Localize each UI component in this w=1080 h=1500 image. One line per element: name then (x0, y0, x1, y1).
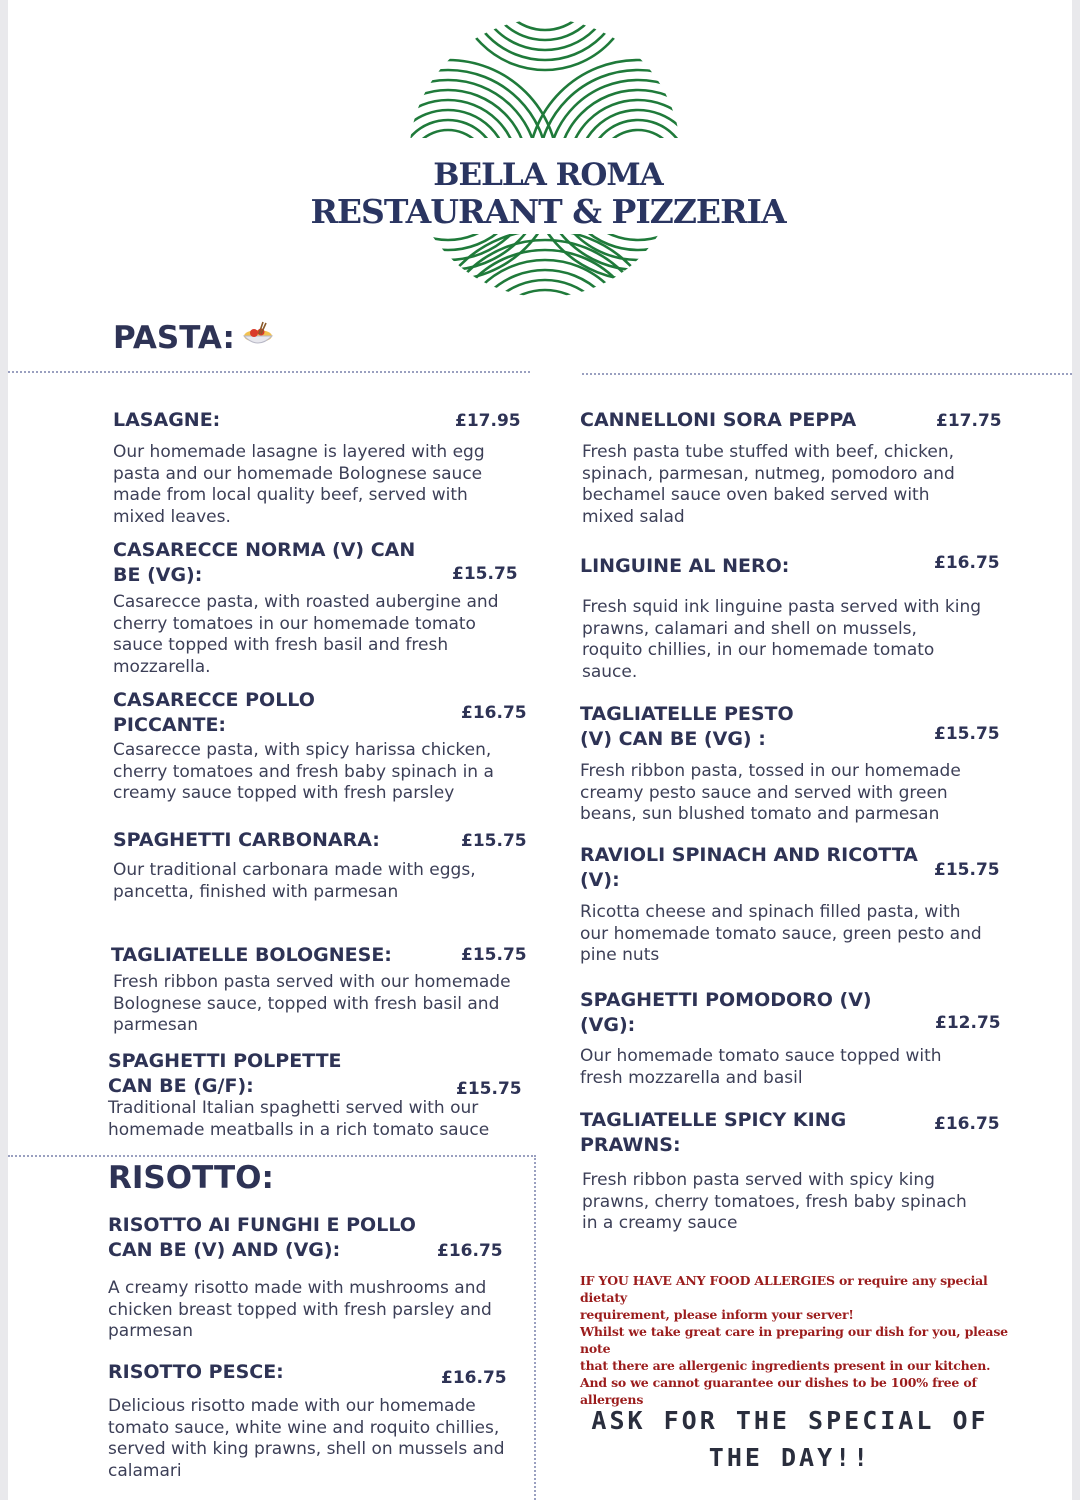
item-price: £15.75 (456, 1079, 522, 1099)
special-of-the-day (580, 1402, 1000, 1476)
item-name: LINGUINE AL NERO: (580, 555, 790, 577)
menu-item (111, 943, 451, 968)
item-description: Fresh ribbon pasta, tossed in our homemade creamy pesto sauce and served with green beans, sun blushed tomato and parmesan (580, 761, 961, 824)
section-title-risotto: RISOTTO: (108, 1160, 274, 1196)
allergy-line: IF YOU HAVE ANY FOOD ALLERGIES or require any special dietaty (580, 1273, 988, 1305)
item-price: £17.95 (455, 411, 521, 431)
item-name: SPAGHETTI CARBONARA: (113, 829, 380, 851)
special-line-2: THE DAY!! (708, 1443, 872, 1472)
item-name: TAGLIATELLE PESTO (V) CAN BE (VG) : (580, 703, 794, 750)
menu-item (108, 1360, 428, 1385)
pasta-heading (113, 320, 275, 356)
menu-page (8, 0, 1072, 1500)
restaurant-name: BELLA ROMA (433, 157, 663, 193)
item-name: CANNELLONI SORA PEPPA (580, 409, 857, 431)
menu-item (113, 688, 343, 738)
item-name: CASARECCE NORMA (V) CAN BE (VG): (113, 539, 416, 586)
special-line-1: ASK FOR THE SPECIAL OF (591, 1406, 989, 1435)
item-description: Ricotta cheese and spinach filled pasta, with our homemade tomato sauce, green pesto and pine nuts (580, 902, 982, 965)
item-name: SPAGHETTI POLPETTE CAN BE (G/F): (108, 1050, 342, 1097)
item-description: A creamy risotto made with mushrooms and chicken breast topped with fresh parsley and parmesan (108, 1278, 492, 1341)
item-description: Our homemade lasagne is layered with egg pasta and our homemade Bolognese sauce made from local quality beef, served with mixed leaves. (113, 442, 485, 527)
item-name: CASARECCE POLLO PICCANTE: (113, 689, 315, 736)
section-title-pasta: PASTA: (113, 320, 235, 356)
item-price: £15.75 (934, 724, 1000, 744)
menu-item (113, 828, 453, 853)
item-description: Fresh ribbon pasta served with spicy king prawns, cherry tomatoes, fresh baby spinach in a creamy sauce (582, 1170, 967, 1233)
item-description: Fresh pasta tube stuffed with beef, chicken, spinach, parmesan, nutmeg, pomodoro and bechamel sauce oven baked served with mixed salad (582, 442, 955, 527)
item-price: £17.75 (936, 411, 1002, 431)
item-name: RISOTTO AI FUNGHI E POLLO CAN BE (V) AND (VG): (108, 1214, 416, 1261)
item-price: £16.75 (441, 1368, 507, 1388)
menu-item (580, 988, 880, 1038)
pasta-bowl-icon (241, 320, 275, 350)
item-price: £15.75 (461, 831, 527, 851)
menu-item (580, 554, 920, 579)
divider-risotto (8, 1155, 536, 1157)
menu-item (108, 1049, 368, 1099)
menu-item (580, 408, 920, 433)
menu-item (580, 702, 810, 752)
item-description: Casarecce pasta, with roasted aubergine and cherry tomatoes in our homemade tomato sauce topped with fresh basil and fresh mozzarella. (113, 592, 499, 677)
item-price: £12.75 (935, 1013, 1001, 1033)
item-name: RAVIOLI SPINACH AND RICOTTA (V): (580, 844, 918, 891)
item-description: Casarecce pasta, with spicy harissa chicken, cherry tomatoes and fresh baby spinach in a creamy sauce topped with fresh parsley (113, 740, 494, 803)
item-name: TAGLIATELLE SPICY KING PRAWNS: (580, 1109, 847, 1156)
item-price: £16.75 (934, 1114, 1000, 1134)
item-price: £15.75 (934, 860, 1000, 880)
item-description: Traditional Italian spaghetti served with our homemade meatballs in a rich tomato sauce (108, 1098, 490, 1140)
item-price: £16.75 (934, 553, 1000, 573)
allergy-line: And so we cannot guarantee our dishes to be 100% free of allergens (580, 1375, 977, 1407)
menu-item (580, 843, 925, 893)
item-description: Our traditional carbonara made with eggs, pancetta, finished with parmesan (113, 860, 476, 902)
item-price: £16.75 (437, 1241, 503, 1261)
allergy-notice (580, 1272, 1020, 1408)
menu-item (108, 1213, 418, 1263)
menu-item (113, 408, 513, 433)
item-description: Fresh squid ink linguine pasta served with king prawns, calamari and shell on mussels, roquito chillies, in our homemade tomato sauce. (582, 597, 982, 682)
item-price: £15.75 (452, 564, 518, 584)
item-name: SPAGHETTI POMODORO (V) (VG): (580, 989, 872, 1036)
allergy-line: that there are allergenic ingredients present in our kitchen. (580, 1358, 991, 1373)
item-description: Our homemade tomato sauce topped with fresh mozzarella and basil (580, 1046, 942, 1088)
allergy-line: requirement, please inform your server! (580, 1307, 854, 1322)
item-name: LASAGNE: (113, 409, 221, 431)
item-price: £16.75 (461, 703, 527, 723)
divider-left (8, 371, 530, 373)
item-name: RISOTTO PESCE: (108, 1361, 284, 1383)
menu-item (113, 538, 448, 588)
restaurant-subtitle: RESTAURANT & PIZZERIA (310, 192, 786, 231)
item-description: Delicious risotto made with our homemade tomato sauce, white wine and roquito chillies, served with king prawns, shell on mussels and calamari (108, 1396, 505, 1481)
restaurant-logo (308, 20, 788, 305)
allergy-line: Whilst we take great care in preparing our dish for you, please note (580, 1324, 1008, 1356)
divider-risotto-vertical (534, 1155, 536, 1500)
menu-item (580, 1108, 880, 1158)
item-price: £15.75 (461, 945, 527, 965)
item-description: Fresh ribbon pasta served with our homemade Bolognese sauce, topped with fresh basil and parmesan (113, 972, 511, 1035)
divider-right (582, 373, 1072, 375)
item-name: TAGLIATELLE BOLOGNESE: (111, 944, 392, 966)
risotto-heading (108, 1160, 274, 1196)
